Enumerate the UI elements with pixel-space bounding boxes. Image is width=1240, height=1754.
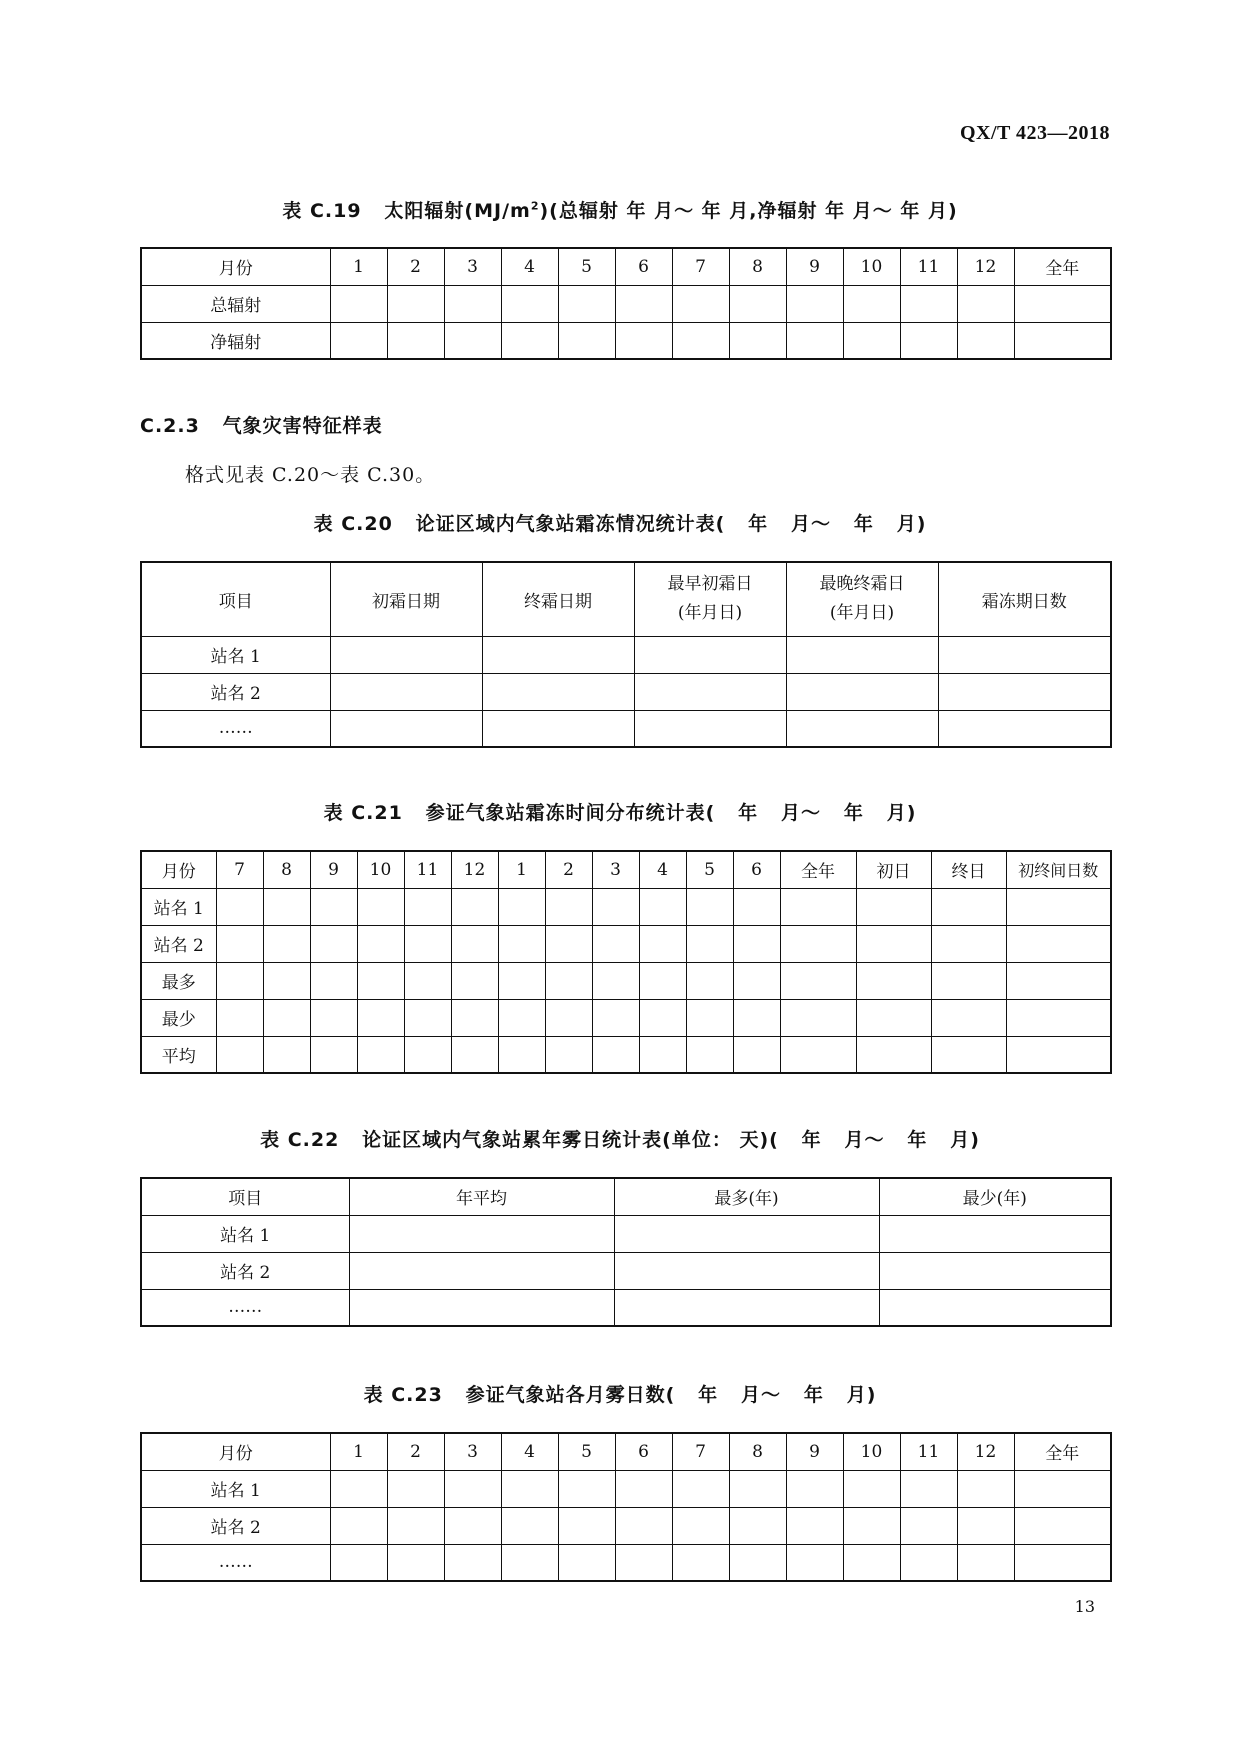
table-row bbox=[141, 1215, 1111, 1252]
header-cell: 5 bbox=[686, 851, 733, 888]
table-c23 bbox=[140, 1432, 1112, 1582]
header-cell: 6 bbox=[733, 851, 780, 888]
page-number: 13 bbox=[1074, 1597, 1095, 1616]
row-label: 站名 2 bbox=[141, 925, 216, 962]
row-label: 站名 1 bbox=[141, 888, 216, 925]
header-cell: 月份 bbox=[141, 248, 330, 285]
header-cell: 10 bbox=[843, 1433, 900, 1470]
header-cell-line: 最晚终霜日 bbox=[819, 574, 905, 595]
header-cell: 11 bbox=[900, 248, 957, 285]
table-c23-caption: 表 C.23 参证气象站各月雾日数( 年 月～ 年 月) bbox=[363, 1384, 877, 1406]
row-label: 最少 bbox=[141, 999, 216, 1036]
header-cell: 霜冻期日数 bbox=[938, 562, 1111, 636]
header-cell: 6 bbox=[615, 1433, 672, 1470]
row-label: 站名 1 bbox=[141, 1470, 330, 1507]
table-c22 bbox=[140, 1177, 1112, 1327]
table-c23-header-row bbox=[141, 1433, 1111, 1470]
table-row bbox=[141, 636, 1111, 673]
table-row bbox=[141, 888, 1111, 925]
table-row bbox=[141, 285, 1111, 322]
table-c19 bbox=[140, 247, 1112, 360]
row-label: 最多 bbox=[141, 962, 216, 999]
header-cell: 12 bbox=[451, 851, 498, 888]
table-c20-header-row bbox=[141, 562, 1111, 636]
section-text: 格式见表 C.20～表 C.30。 bbox=[185, 464, 436, 486]
header-cell: 初日 bbox=[856, 851, 931, 888]
header-cell: 初霜日期 bbox=[330, 562, 482, 636]
header-cell: 终日 bbox=[931, 851, 1006, 888]
row-label: …… bbox=[141, 1544, 330, 1581]
table-row bbox=[141, 962, 1111, 999]
header-cell: 3 bbox=[592, 851, 639, 888]
table-c21-caption: 表 C.21 参证气象站霜冻时间分布统计表( 年 月～ 年 月) bbox=[323, 802, 917, 824]
header-cell: 8 bbox=[263, 851, 310, 888]
header-cell: 10 bbox=[357, 851, 404, 888]
header-cell bbox=[786, 562, 938, 636]
header-cell: 10 bbox=[843, 248, 900, 285]
table-c19-header-row bbox=[141, 248, 1111, 285]
header-cell: 项目 bbox=[141, 562, 330, 636]
table-row bbox=[141, 1036, 1111, 1073]
section-heading: C.2.3 气象灾害特征样表 bbox=[140, 415, 383, 437]
header-cell: 年平均 bbox=[349, 1178, 614, 1215]
table-row bbox=[141, 925, 1111, 962]
row-label: 净辐射 bbox=[141, 322, 330, 359]
header-cell: 全年 bbox=[1014, 248, 1111, 285]
header-cell: 9 bbox=[786, 1433, 843, 1470]
header-cell: 11 bbox=[900, 1433, 957, 1470]
header-cell: 7 bbox=[672, 248, 729, 285]
table-c21-header-row bbox=[141, 851, 1111, 888]
header-cell: 2 bbox=[545, 851, 592, 888]
table-c22-caption: 表 C.22 论证区域内气象站累年雾日统计表(单位： 天)( 年 月～ 年 月) bbox=[260, 1129, 980, 1151]
header-cell: 1 bbox=[330, 1433, 387, 1470]
header-cell: 项目 bbox=[141, 1178, 349, 1215]
row-label: 站名 2 bbox=[141, 673, 330, 710]
row-label: …… bbox=[141, 710, 330, 747]
header-cell: 最少(年) bbox=[879, 1178, 1111, 1215]
table-c22-header-row bbox=[141, 1178, 1111, 1215]
header-cell: 月份 bbox=[141, 1433, 330, 1470]
table-c19-caption: 表 C.19 太阳辐射$(MJ/m^2)$(总辐射 年 月～ 年 月,净辐射 年 月～ 年 月) bbox=[282, 199, 958, 222]
header-cell: 4 bbox=[501, 248, 558, 285]
row-label: 站名 1 bbox=[141, 636, 330, 673]
header-cell: 最多(年) bbox=[614, 1178, 879, 1215]
header-cell: 7 bbox=[216, 851, 263, 888]
header-cell: 4 bbox=[639, 851, 686, 888]
header-cell: 3 bbox=[444, 1433, 501, 1470]
header-cell: 3 bbox=[444, 248, 501, 285]
header-cell: 8 bbox=[729, 248, 786, 285]
header-cell: 6 bbox=[615, 248, 672, 285]
table-c20 bbox=[140, 561, 1112, 748]
header-cell: 全年 bbox=[780, 851, 856, 888]
header-cell: 5 bbox=[558, 1433, 615, 1470]
row-label: 总辐射 bbox=[141, 285, 330, 322]
header-cell: 7 bbox=[672, 1433, 729, 1470]
table-row bbox=[141, 1544, 1111, 1581]
header-cell: 4 bbox=[501, 1433, 558, 1470]
table-row bbox=[141, 673, 1111, 710]
header-cell bbox=[634, 562, 786, 636]
standard-code: QX/T 423—2018 bbox=[959, 122, 1110, 144]
header-cell: 5 bbox=[558, 248, 615, 285]
header-cell: 9 bbox=[310, 851, 357, 888]
table-row bbox=[141, 710, 1111, 747]
header-cell: 月份 bbox=[141, 851, 216, 888]
header-cell: 终霜日期 bbox=[482, 562, 634, 636]
header-cell: 12 bbox=[957, 248, 1014, 285]
header-cell: 1 bbox=[330, 248, 387, 285]
header-cell: 2 bbox=[387, 248, 444, 285]
table-row bbox=[141, 1470, 1111, 1507]
row-label: 站名 2 bbox=[141, 1507, 330, 1544]
row-label: 站名 1 bbox=[141, 1215, 349, 1252]
table-c21 bbox=[140, 850, 1112, 1074]
header-cell-line: 最早初霜日 bbox=[667, 574, 753, 595]
header-cell: 11 bbox=[404, 851, 451, 888]
table-c20-caption: 表 C.20 论证区域内气象站霜冻情况统计表( 年 月～ 年 月) bbox=[313, 513, 927, 535]
row-label: 站名 2 bbox=[141, 1252, 349, 1289]
header-cell: 1 bbox=[498, 851, 545, 888]
header-cell-line: (年月日) bbox=[677, 603, 743, 624]
header-cell-line: (年月日) bbox=[829, 603, 895, 624]
row-label: 平均 bbox=[141, 1036, 216, 1073]
header-cell: 8 bbox=[729, 1433, 786, 1470]
header-cell: 初终间日数 bbox=[1006, 851, 1111, 888]
header-cell: 全年 bbox=[1014, 1433, 1111, 1470]
row-label: …… bbox=[141, 1289, 349, 1326]
table-row bbox=[141, 1289, 1111, 1326]
header-cell: 12 bbox=[957, 1433, 1014, 1470]
header-cell: 2 bbox=[387, 1433, 444, 1470]
table-row bbox=[141, 1507, 1111, 1544]
table-row bbox=[141, 999, 1111, 1036]
table-row bbox=[141, 322, 1111, 359]
header-cell: 9 bbox=[786, 248, 843, 285]
table-row bbox=[141, 1252, 1111, 1289]
